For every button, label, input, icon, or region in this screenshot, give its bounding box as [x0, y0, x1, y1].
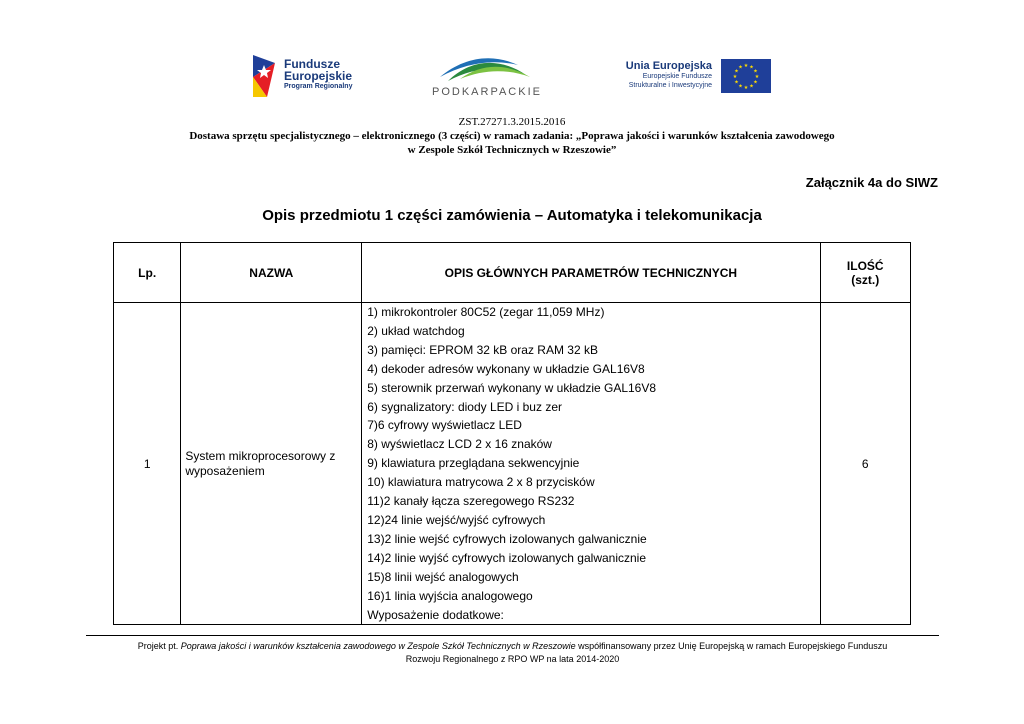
header-line-1: Dostawa sprzętu specjalistycznego – elektronicznego (3 części) w ramach zadania: „Poprawa jakości i warunków kształcenia zawodowego — [189, 130, 835, 142]
footer-prefix: Projekt pt. — [137, 641, 181, 651]
footer-divider — [86, 635, 939, 636]
ue-line1: Unia Europejska — [625, 60, 712, 72]
podkarpackie-logo — [430, 55, 545, 99]
col-header-qty-line1: ILOŚĆ — [846, 258, 884, 273]
eu-flag-icon — [721, 59, 771, 93]
unia-europejska-logo — [617, 59, 772, 97]
footer — [86, 640, 939, 666]
svg-text:★: ★ — [754, 74, 760, 80]
parameter-item: 2) układ watchdog — [367, 323, 465, 338]
svg-text:★: ★ — [732, 74, 738, 80]
parameter-item: 5) sterownik przerwań wykonany w układzie GAL16V8 — [367, 380, 657, 395]
cell-name: System mikroprocesorowy z wyposażeniem — [181, 303, 362, 625]
parameter-item: 1) mikrokontroler 80C52 (zegar 11,059 MHz) — [367, 305, 605, 319]
fe-line2: Europejskie — [284, 69, 353, 83]
footer-line-2: Rozwoju Regionalnego z RPO WP na lata 2014-2020 — [405, 654, 620, 664]
col-header-lp: Lp. — [114, 243, 181, 303]
footer-line-1 — [86, 640, 939, 653]
footer-suffix: współfinansowany przez Unię Europejską w ramach Europejskiego Funduszu — [575, 641, 888, 651]
parameter-item: 9) klawiatura przeglądana sekwencyjnie — [367, 456, 580, 471]
parameter-item: 11)2 kanały łącza szeregowego RS232 — [367, 494, 575, 509]
annex-label: Załącznik 4a do SIWZ — [805, 175, 938, 190]
cell-lp: 1 — [114, 303, 181, 625]
parameter-item: 6) sygnalizatory: diody LED i buz zer — [367, 399, 562, 414]
table-row — [114, 303, 911, 625]
table-header-row — [114, 243, 911, 303]
fe-line3: Program Regionalny — [284, 83, 353, 90]
parameter-item: 15)8 linii wejść analogowych — [367, 569, 519, 584]
header-line-2: w Zespole Szkół Technicznych w Rzeszowie” — [407, 144, 617, 156]
svg-text:★: ★ — [738, 64, 743, 71]
col-header-qty — [820, 243, 910, 303]
parameter-item: 16)1 linia wyjścia analogowego — [367, 588, 533, 603]
parameter-item: 8) wyświetlacz LCD 2 x 16 znaków — [367, 437, 552, 452]
pk-name: PODKARPACKIE — [432, 86, 542, 98]
svg-text:★: ★ — [749, 64, 754, 71]
logo-bar — [0, 52, 1024, 102]
svg-text:★: ★ — [743, 85, 749, 91]
parameter-list — [367, 303, 814, 624]
svg-text:★: ★ — [753, 79, 758, 86]
parameter-item: 14)2 linie wyjść cyfrowych izolowanych galwanicznie — [367, 550, 647, 565]
parameter-item: 4) dekoder adresów wykonany w układzie GAL16V8 — [367, 361, 645, 376]
ue-line2: Europejskie Fundusze — [642, 73, 712, 80]
cell-description — [362, 303, 820, 625]
svg-text:★: ★ — [743, 63, 749, 69]
svg-text:★: ★ — [734, 68, 739, 75]
fe-line1: Fundusze — [284, 57, 340, 71]
footer-project-title: Poprawa jakości i warunków kształcenia zawodowego w Zespole Szkół Technicznych w Rzeszowie — [180, 641, 576, 651]
svg-text:★: ★ — [749, 83, 754, 90]
document-header — [0, 115, 1024, 157]
parameter-item: 12)24 linie wejść/wyjść cyfrowych — [367, 512, 546, 527]
col-header-name: NAZWA — [181, 243, 362, 303]
fundusze-europejskie-logo — [253, 55, 368, 97]
col-header-desc: OPIS GŁÓWNYCH PARAMETRÓW TECHNICZNYCH — [362, 243, 820, 303]
parameter-item: 13)2 linie wejść cyfrowych izolowanych galwanicznie — [367, 531, 647, 546]
fe-star-icon — [253, 55, 281, 97]
parameter-item: 10) klawiatura matrycowa 2 x 8 przycisków — [367, 475, 595, 490]
svg-text:★: ★ — [738, 83, 743, 90]
svg-text:★: ★ — [753, 68, 758, 75]
svg-text:★: ★ — [734, 79, 739, 86]
parameter-item: 3) pamięci: EPROM 32 kB oraz RAM 32 kB — [367, 342, 598, 357]
specification-table — [113, 242, 911, 625]
mountains-icon — [430, 55, 545, 85]
reference-number: ZST.27271.3.2015.2016 — [458, 116, 566, 128]
col-header-qty-line2: (szt.) — [851, 272, 880, 287]
ue-line3: Strukturalne i Inwestycyjne — [628, 82, 712, 89]
cell-qty: 6 — [820, 303, 910, 625]
page-title: Opis przedmiotu 1 części zamówienia – Automatyka i telekomunikacja — [262, 207, 762, 224]
parameter-item: 7)6 cyfrowy wyświetlacz LED — [367, 418, 522, 433]
parameter-item: Wyposażenie dodatkowe: — [367, 607, 504, 622]
